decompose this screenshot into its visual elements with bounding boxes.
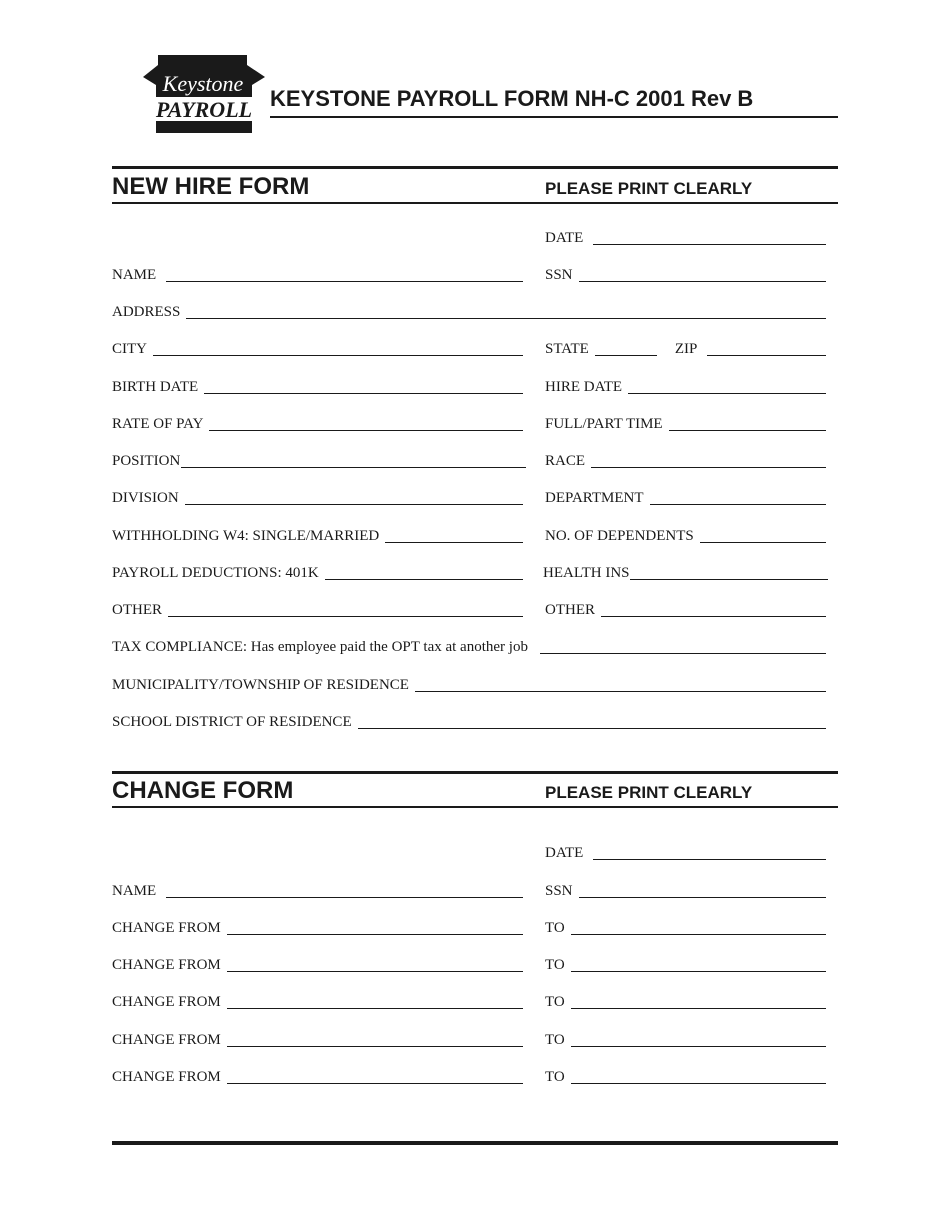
new-hire-full-part-time-field[interactable] bbox=[545, 413, 826, 433]
new-hire-top-rule bbox=[112, 166, 838, 169]
change-date-field[interactable] bbox=[545, 842, 826, 862]
name-input[interactable] bbox=[166, 267, 523, 282]
new-hire-title: NEW HIRE FORM bbox=[112, 173, 310, 200]
field-label: SCHOOL DISTRICT OF RESIDENCE bbox=[112, 714, 352, 730]
field-label: TO bbox=[545, 994, 565, 1010]
field-label: DATE bbox=[545, 230, 584, 246]
change-to-field[interactable] bbox=[545, 1066, 826, 1086]
new-hire-other-right-field[interactable] bbox=[545, 599, 826, 619]
health-ins-input[interactable] bbox=[630, 565, 828, 580]
logo-text-bottom: PAYROLL bbox=[155, 97, 253, 122]
field-label: HEALTH INS bbox=[543, 565, 630, 581]
change-name-field[interactable] bbox=[112, 880, 523, 900]
new-hire-city-field[interactable] bbox=[112, 338, 523, 358]
new-hire-print-note: PLEASE PRINT CLEARLY bbox=[545, 179, 753, 198]
field-label: NAME bbox=[112, 267, 157, 283]
new-hire-withholding-field[interactable] bbox=[112, 525, 523, 545]
withholding-input[interactable] bbox=[385, 528, 523, 543]
field-label: FULL/PART TIME bbox=[545, 416, 663, 432]
new-hire-division-field[interactable] bbox=[112, 487, 523, 507]
new-hire-birth-date-field[interactable] bbox=[112, 376, 523, 396]
field-label: DEPARTMENT bbox=[545, 490, 644, 506]
field-label: TO bbox=[545, 920, 565, 936]
change-print-note: PLEASE PRINT CLEARLY bbox=[545, 783, 753, 802]
field-label: CITY bbox=[112, 341, 147, 357]
new-hire-bottom-rule bbox=[112, 202, 838, 204]
new-hire-date-field[interactable] bbox=[545, 227, 826, 247]
new-hire-payroll-deductions-field[interactable] bbox=[112, 562, 523, 582]
birth-date-input[interactable] bbox=[204, 379, 523, 394]
field-label: RACE bbox=[545, 453, 586, 469]
field-label: DATE bbox=[545, 845, 584, 861]
new-hire-state-zip-field[interactable] bbox=[545, 338, 826, 358]
change-from-input[interactable] bbox=[227, 1069, 523, 1084]
change-ssn-field[interactable] bbox=[545, 880, 826, 900]
document-title: KEYSTONE PAYROLL FORM NH-C 2001 Rev B bbox=[270, 86, 754, 111]
field-label: BIRTH DATE bbox=[112, 379, 199, 395]
change-ssn-input[interactable] bbox=[579, 883, 826, 898]
new-hire-dependents-field[interactable] bbox=[545, 525, 826, 545]
field-label: MUNICIPALITY/TOWNSHIP OF RESIDENCE bbox=[112, 677, 409, 693]
field-label: TO bbox=[545, 1032, 565, 1048]
change-bottom-rule bbox=[112, 806, 838, 808]
field-label: OTHER bbox=[545, 602, 595, 618]
change-from-input[interactable] bbox=[227, 920, 523, 935]
other-left-input[interactable] bbox=[168, 602, 523, 617]
new-hire-hire-date-field[interactable] bbox=[545, 376, 826, 396]
division-input[interactable] bbox=[185, 490, 523, 505]
field-label: CHANGE FROM bbox=[112, 994, 221, 1010]
hire-date-input[interactable] bbox=[628, 379, 826, 394]
change-from-field[interactable] bbox=[112, 954, 523, 974]
change-name-input[interactable] bbox=[166, 883, 523, 898]
change-date-input[interactable] bbox=[593, 845, 826, 860]
field-label: NAME bbox=[112, 883, 157, 899]
change-from-input[interactable] bbox=[227, 994, 523, 1009]
field-label: OTHER bbox=[112, 602, 162, 618]
change-title: CHANGE FORM bbox=[112, 777, 294, 804]
date-input[interactable] bbox=[593, 230, 826, 245]
zip-input[interactable] bbox=[707, 341, 826, 356]
address-input[interactable] bbox=[186, 304, 826, 319]
payroll-deductions-input[interactable] bbox=[325, 565, 523, 580]
other-right-input[interactable] bbox=[601, 602, 826, 617]
full-part-time-input[interactable] bbox=[669, 416, 826, 431]
change-from-field[interactable] bbox=[112, 1029, 523, 1049]
field-label: TO bbox=[545, 957, 565, 973]
field-label: POSITION bbox=[112, 453, 181, 469]
position-input[interactable] bbox=[181, 453, 526, 468]
field-label: NO. OF DEPENDENTS bbox=[545, 528, 694, 544]
change-top-rule bbox=[112, 771, 838, 774]
new-hire-address-field[interactable] bbox=[112, 301, 826, 321]
new-hire-municipality-field[interactable] bbox=[112, 674, 826, 694]
race-input[interactable] bbox=[591, 453, 826, 468]
municipality-input[interactable] bbox=[415, 677, 826, 692]
dependents-input[interactable] bbox=[700, 528, 826, 543]
change-from-input[interactable] bbox=[227, 957, 523, 972]
field-label: ADDRESS bbox=[112, 304, 181, 320]
footer-rule bbox=[112, 1141, 838, 1145]
field-label: SSN bbox=[545, 267, 573, 283]
field-label: CHANGE FROM bbox=[112, 1032, 221, 1048]
rate-of-pay-input[interactable] bbox=[209, 416, 523, 431]
new-hire-department-field[interactable] bbox=[545, 487, 826, 507]
new-hire-ssn-field[interactable] bbox=[545, 264, 826, 284]
title-divider bbox=[270, 116, 838, 118]
field-label: CHANGE FROM bbox=[112, 920, 221, 936]
field-label: ZIP bbox=[674, 341, 698, 357]
change-from-input[interactable] bbox=[227, 1032, 523, 1047]
field-label: CHANGE FROM bbox=[112, 957, 221, 973]
new-hire-health-ins-field[interactable] bbox=[543, 562, 828, 582]
change-to-input[interactable] bbox=[571, 1032, 826, 1047]
change-to-field[interactable] bbox=[545, 1029, 826, 1049]
new-hire-school-district-field[interactable] bbox=[112, 711, 826, 731]
field-label: CHANGE FROM bbox=[112, 1069, 221, 1085]
field-label: WITHHOLDING W4: SINGLE/MARRIED bbox=[112, 528, 380, 544]
change-to-input[interactable] bbox=[571, 957, 826, 972]
change-from-field[interactable] bbox=[112, 991, 523, 1011]
change-to-input[interactable] bbox=[571, 920, 826, 935]
school-district-input[interactable] bbox=[358, 714, 826, 729]
new-hire-rate-of-pay-field[interactable] bbox=[112, 413, 523, 433]
new-hire-other-left-field[interactable] bbox=[112, 599, 523, 619]
change-to-input[interactable] bbox=[571, 1069, 826, 1084]
new-hire-name-field[interactable] bbox=[112, 264, 523, 284]
field-label: RATE OF PAY bbox=[112, 416, 204, 432]
new-hire-tax-compliance-field[interactable] bbox=[112, 636, 826, 656]
logo-text-top: Keystone bbox=[162, 71, 244, 96]
field-label: STATE bbox=[545, 341, 589, 357]
change-from-field[interactable] bbox=[112, 917, 523, 937]
field-label: SSN bbox=[545, 883, 573, 899]
new-hire-position-field[interactable] bbox=[112, 450, 526, 470]
field-label: TAX COMPLIANCE: Has employee paid the OPT tax at another job bbox=[112, 639, 528, 655]
new-hire-race-field[interactable] bbox=[545, 450, 826, 470]
change-to-field[interactable] bbox=[545, 991, 826, 1011]
tax-compliance-input[interactable] bbox=[540, 639, 826, 654]
city-input[interactable] bbox=[153, 341, 523, 356]
change-from-field[interactable] bbox=[112, 1066, 523, 1086]
change-to-field[interactable] bbox=[545, 917, 826, 937]
field-label: DIVISION bbox=[112, 490, 179, 506]
field-label: HIRE DATE bbox=[545, 379, 623, 395]
field-label: TO bbox=[545, 1069, 565, 1085]
field-label: PAYROLL DEDUCTIONS: 401K bbox=[112, 565, 319, 581]
department-input[interactable] bbox=[650, 490, 826, 505]
change-to-input[interactable] bbox=[571, 994, 826, 1009]
ssn-input[interactable] bbox=[579, 267, 826, 282]
change-to-field[interactable] bbox=[545, 954, 826, 974]
keystone-payroll-logo bbox=[140, 55, 265, 135]
state-input[interactable] bbox=[595, 341, 657, 356]
